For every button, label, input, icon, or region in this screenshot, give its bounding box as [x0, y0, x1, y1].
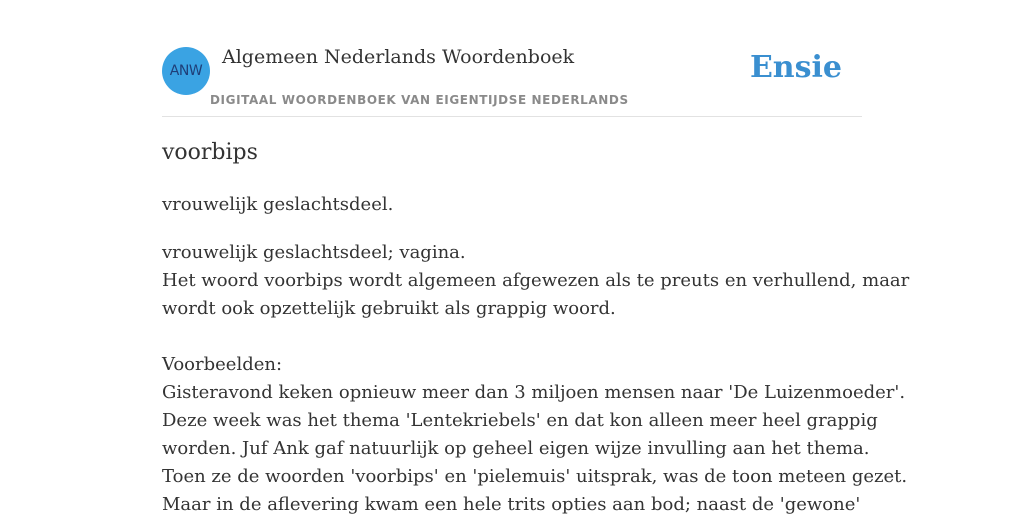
- anw-logo[interactable]: [162, 47, 210, 95]
- body-line: Gisteravond keken opnieuw meer dan 3 miljoen mensen naar 'De Luizenmoeder'.: [162, 382, 906, 403]
- entry-word: voorbips: [162, 140, 258, 165]
- logo-text: ANW: [169, 63, 203, 79]
- body-line: Het woord voorbips wordt algemeen afgewezen als te preuts en verhullend, maar: [162, 270, 910, 291]
- body-line: vrouwelijk geslachtsdeel; vagina.: [162, 242, 466, 263]
- site-title[interactable]: Algemeen Nederlands Woordenboek: [222, 46, 575, 68]
- body-line: Maar in de aflevering kwam een hele trits opties aan bod; naast de 'gewone': [162, 494, 861, 515]
- body-line: Voorbeelden:: [162, 354, 283, 375]
- site-subtitle: DIGITAAL WOORDENBOEK VAN EIGENTIJDSE NEDERLANDS: [210, 93, 629, 107]
- page: [162, 0, 910, 515]
- body-line: wordt ook opzettelijk gebruikt als grappig woord.: [162, 298, 616, 319]
- entry-body: [162, 239, 910, 519]
- short-definition: vrouwelijk geslachtsdeel.: [162, 194, 394, 215]
- body-line: worden. Juf Ank gaf natuurlijk op geheel eigen wijze invulling aan het thema.: [162, 438, 870, 459]
- body-line: Toen ze de woorden 'voorbips' en 'pielemuis' uitsprak, was de toon meteen gezet.: [162, 466, 908, 487]
- body-line: Deze week was het thema 'Lentekriebels' en dat kon alleen meer heel grappig: [162, 410, 878, 431]
- ensie-brand-logo[interactable]: Ensie: [749, 50, 842, 85]
- body-line: [162, 323, 862, 351]
- site-header: [162, 0, 862, 117]
